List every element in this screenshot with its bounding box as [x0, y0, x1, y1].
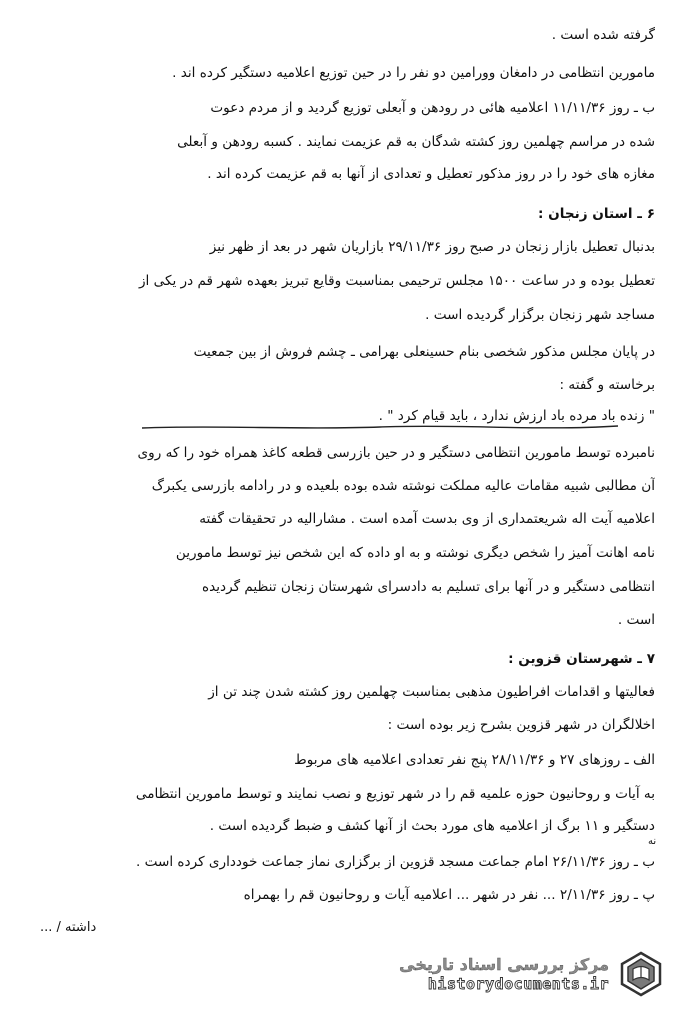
text-line: ب ـ روز ۱۱/۱۱/۳۶ اعلامیه هائی در رودهن و آبعلی توزیع گردید و از مردم دعوت	[210, 100, 655, 116]
text-line: مغازه های خود را در روز مذکور تعطیل و تعدادی از آنها به قم عزیمت کرده اند .	[207, 166, 655, 182]
archive-logo-icon	[617, 950, 665, 998]
text-line: دستگیر و ۱۱ برگ از اعلامیه های مورد بحث از آنها کشف و ضبط گردیده است .	[209, 818, 655, 834]
text-line: ب ـ روز ۲۶/۱۱/۳۶ امام جماعت مسجد قزوین از برگزاری نماز جماعت خودداری کرده است .	[135, 854, 655, 870]
text-line: اخلالگران در شهر قزوین بشرح زیر بوده است :	[387, 717, 655, 733]
watermark-text	[399, 955, 609, 993]
section-heading: ۶ ـ استان زنجان :	[537, 206, 655, 222]
section-heading: ۷ ـ شهرستان قزوین :	[508, 651, 655, 667]
watermark	[365, 947, 665, 1001]
handwritten-underline	[140, 422, 620, 434]
text-line: نامه اهانت آمیز را شخص دیگری نوشته و به او داده که این شخص نیز توسط مامورین	[175, 545, 655, 561]
watermark-url: historydocuments.ir	[427, 975, 609, 993]
page-footer: داشته / ...	[40, 920, 97, 935]
text-line: به آیات و روحانیون حوزه علمیه قم را در شهر توزیع و نصب نمایند و توسط مامورین انتظامی	[135, 786, 655, 802]
text-line: فعالیتها و اقدامات افراطیون مذهبی بمناسبت چهلمین روز کشته شدن چند تن از	[208, 684, 655, 700]
text-line: بدنبال تعطیل بازار زنجان در صبح روز ۲۹/۱۱/۳۶ بازاریان شهر در بعد از ظهر نیز	[209, 239, 655, 255]
text-line: گرفته شده است .	[551, 27, 655, 43]
text-line: برخاسته و گفته :	[559, 377, 655, 393]
margin-note: نه	[648, 836, 657, 847]
text-line: مساجد شهر زنجان برگزار گردیده است .	[425, 307, 655, 323]
quote-line: " زنده باد مرده باد ارزش ندارد ، باید قیام کرد " .	[378, 408, 655, 424]
text-line: آن مطالبی شبیه مقامات عالیه مملکت نوشته شده بوده بلعیده و در رادامه بازرسی یکبرگ	[151, 478, 655, 494]
text-line: تعطیل بوده و در ساعت ۱۵۰۰ مجلس ترحیمی بمناسبت وقایع تبریز بعهده شهر قم در یکی از	[138, 273, 655, 289]
text-line: است .	[617, 612, 655, 628]
text-line: انتظامی دستگیر و در آنها برای تسلیم به دادسرای شهرستان زنجان تنظیم گردیده	[201, 579, 655, 595]
text-line: پ ـ روز ۲/۱۱/۳۶ ... نفر در شهر ... اعلامیه آیات و روحانیون قم را بهمراه	[243, 887, 655, 903]
text-line: مامورین انتظامی در دامغان وورامین دو نفر را در حین توزیع اعلامیه دستگیر کرده اند .	[172, 65, 655, 81]
text-line: در پایان مجلس مذکور شخصی بنام حسینعلی بهرامی ـ چشم فروش از بین جمعیت	[193, 344, 655, 360]
text-line: اعلامیه آیت اله شریعتمداری از وی بدست آمده است . مشارالیه در تحقیقات گفته	[199, 511, 655, 527]
text-line: الف ـ روزهای ۲۷ و ۲۸/۱۱/۳۶ پنج نفر تعدادی اعلامیه های مربوط	[294, 752, 655, 768]
text-line: شده در مراسم چهلمین روز کشته شدگان به قم عزیمت نمایند . کسبه رودهن و آبعلی	[177, 134, 655, 150]
watermark-org-name: مرکز بررسی اسناد تاریخی	[399, 955, 609, 974]
text-line: نامبرده توسط مامورین انتظامی دستگیر و در حین بازرسی قطعه کاغذ همراه خود را که روی	[137, 445, 655, 461]
